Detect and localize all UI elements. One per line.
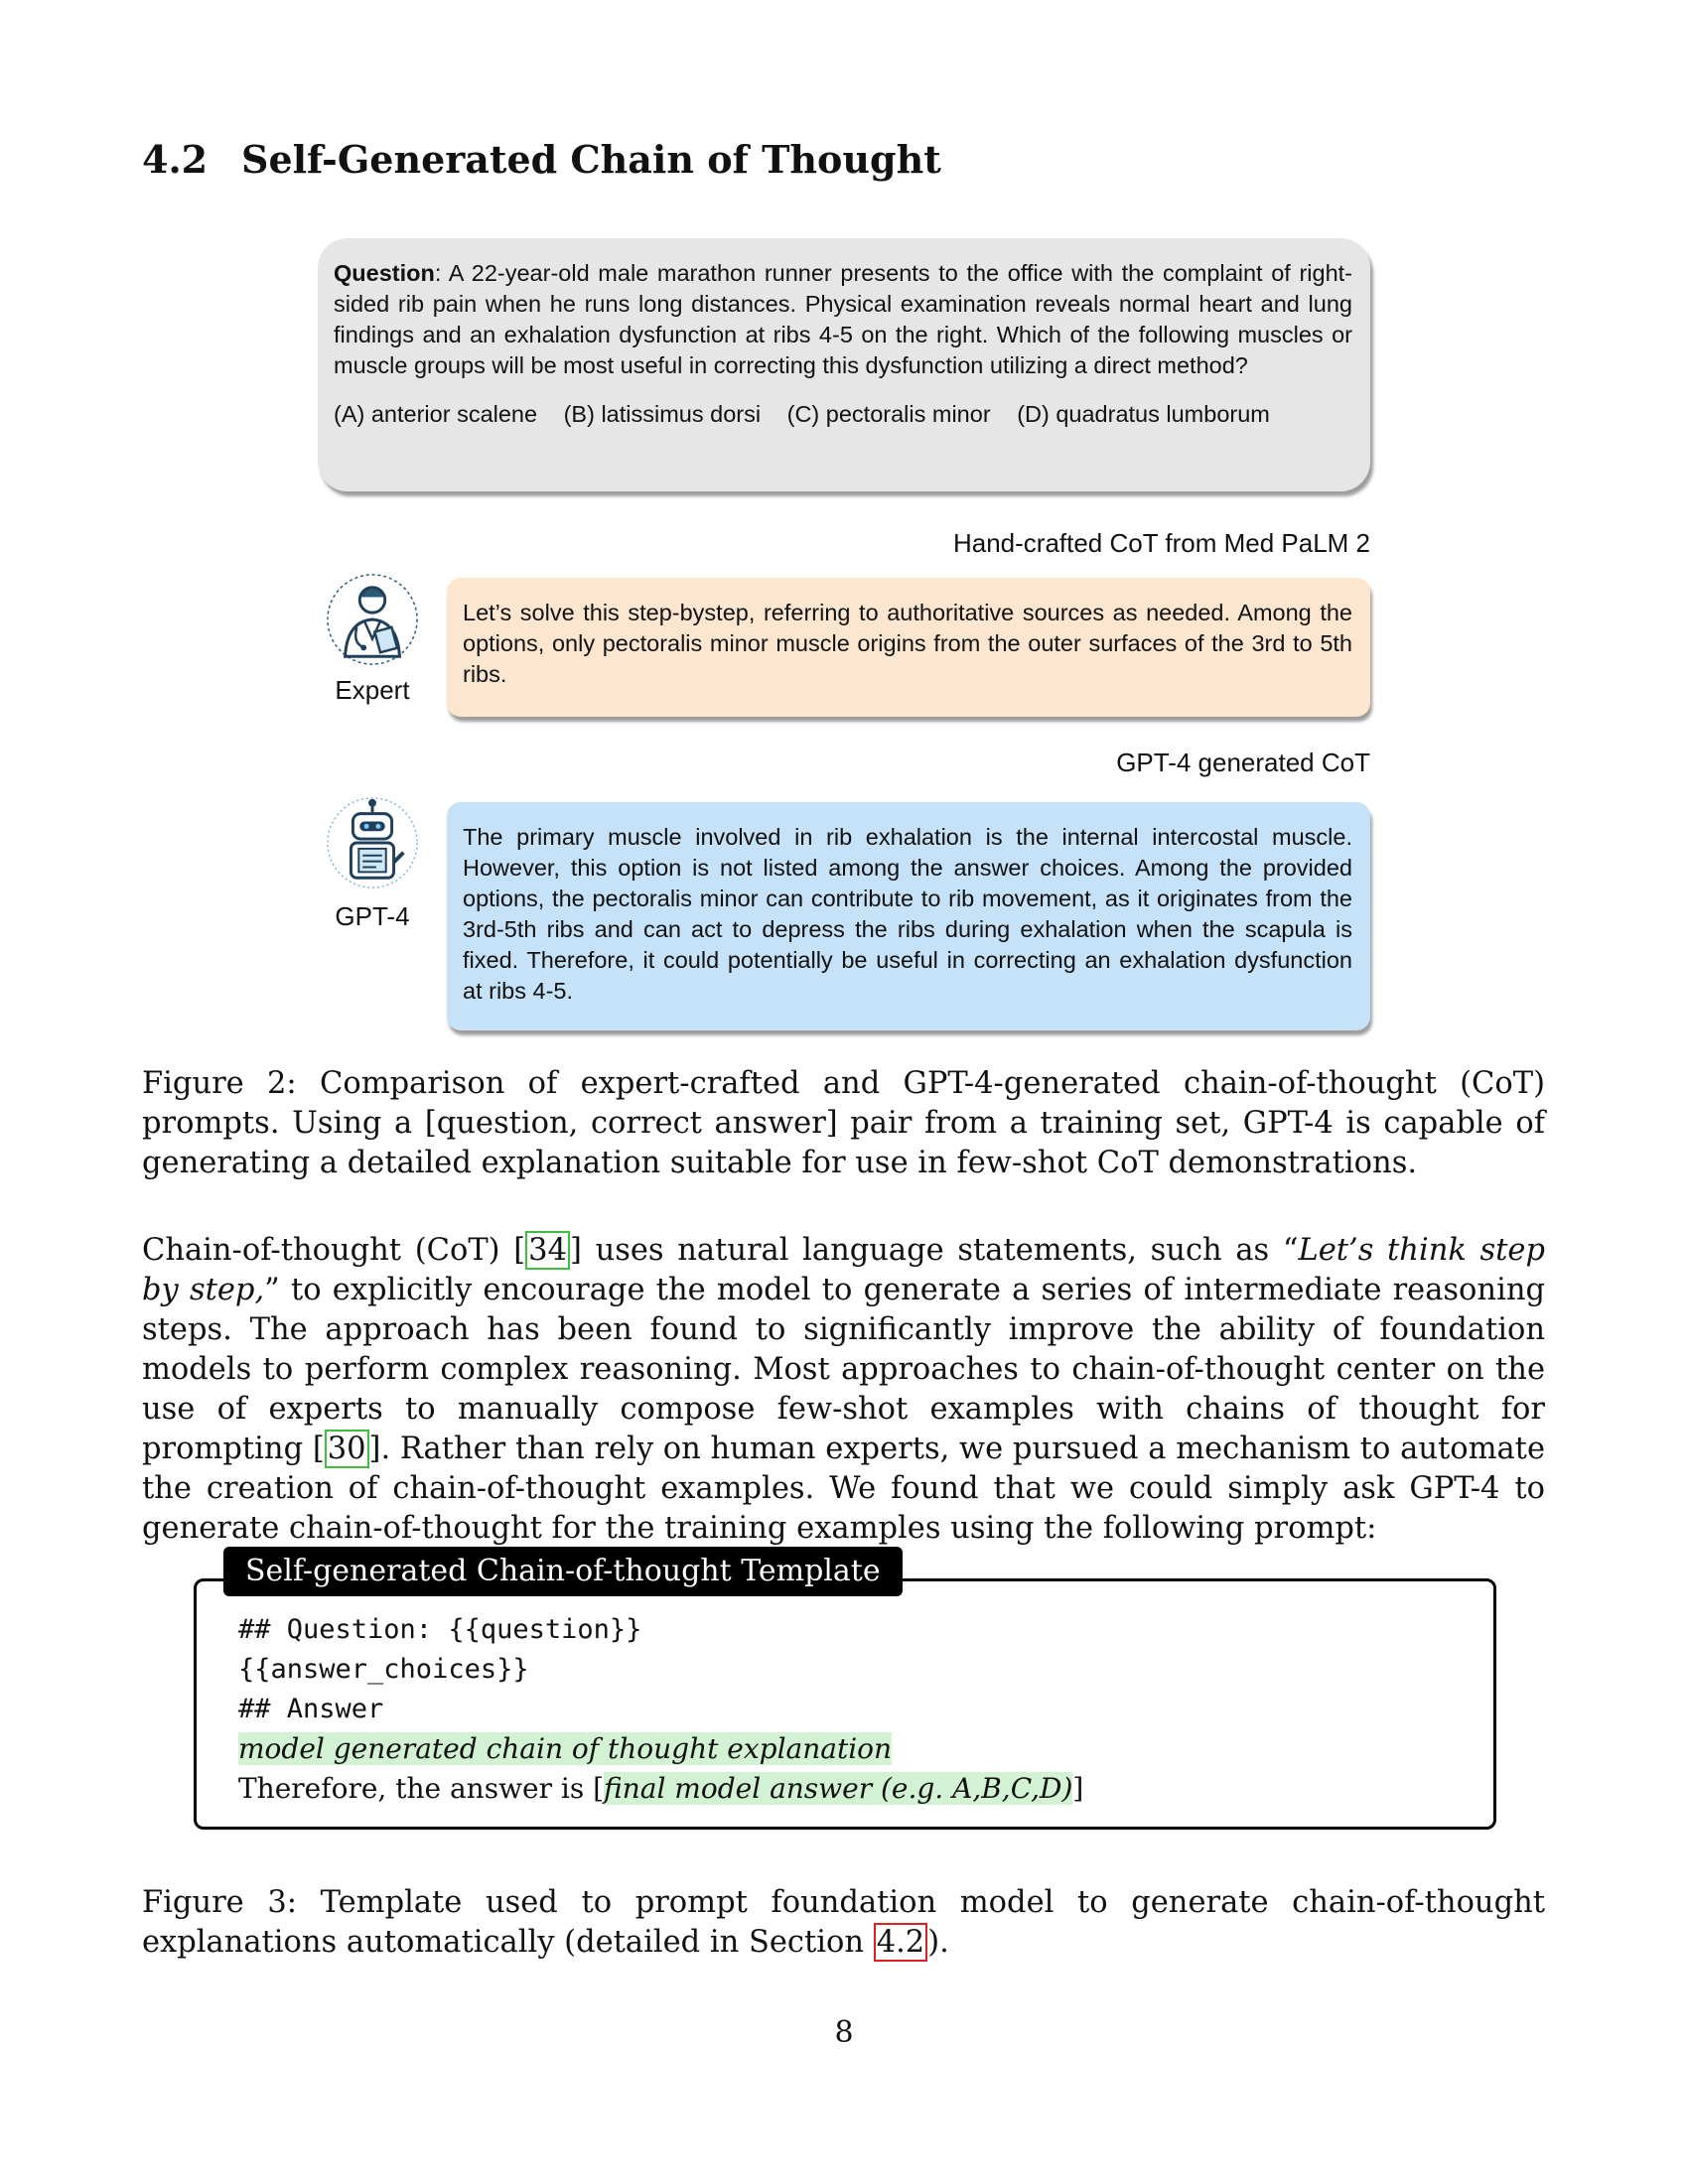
template-title: Self-generated Chain-of-thought Template [223, 1547, 903, 1596]
citation-30[interactable]: 30 [325, 1430, 369, 1468]
citation-34[interactable]: 34 [525, 1231, 570, 1270]
figure-3-caption [142, 1883, 1545, 1963]
template-line-choices: {{answer_choices}} [238, 1654, 529, 1685]
page-number: 8 [834, 2015, 854, 2050]
section-title: Self-Generated Chain of Thought [241, 137, 941, 182]
template-line-final [238, 1769, 1083, 1809]
template-final-prefix: Therefore, the answer is [ [238, 1772, 605, 1805]
option-c: (C) pectoralis minor [786, 401, 991, 427]
template-line-explanation: model generated chain of thought explanation [238, 1732, 893, 1765]
answer-options [334, 399, 1352, 430]
robot-icon [324, 794, 421, 891]
body-text-3: ” to explicitly encourage the model to generate a series of intermediate reasoning steps. The approach has been found to significantly improve the ability of foundation models to perform complex reasoning. Most approaches to chain-of-thought center on the use of experts to manually compose few-shot examples with chains of thought for prompting [142, 1273, 1545, 1466]
question-label: Question [334, 260, 435, 286]
expert-cot-caption: Hand-crafted CoT from Med PaLM 2 [952, 528, 1370, 558]
option-a: (A) anterior scalene [334, 401, 538, 427]
template-final-answer: final model answer (e.g. A,B,C,D) [604, 1772, 1073, 1805]
body-italic: Let’s think step by step, [142, 1233, 1545, 1307]
body-text-1: Chain-of-thought (CoT) [142, 1233, 514, 1268]
section-reference[interactable]: 4.2 [874, 1923, 928, 1962]
gpt-cot-text: The primary muscle involved in rib exhalation is the internal intercostal muscle. However, this option is not listed among the answer choices. Among the provided options, the pectoralis minor can contribute to rib movement, as it originates from the 3rd-5th ribs and can act to depress the ribs during exhalation when the scapula is fixed. Therefore, it could potentially be useful in correcting an exhalation dysfunction at ribs 4-5. [463, 824, 1352, 1004]
gpt-cot-caption: GPT-4 generated CoT [1116, 748, 1370, 777]
body-text-2: uses natural language statements, such as “ [581, 1233, 1299, 1268]
template-body [238, 1610, 1083, 1809]
template-final-suffix: ] [1072, 1772, 1084, 1805]
figure-2-caption: Figure 2: Comparison of expert-crafted and GPT-4-generated chain-of-thought (CoT) prompts. Using a [question, correct answer] pair from a training set, GPT-4 is capable of generating a detailed explanation suitable for use in few-shot CoT demonstrations. [142, 1066, 1545, 1180]
template-line-question: ## Question: {{question}} [238, 1614, 642, 1645]
gpt-cot-box [447, 802, 1370, 1030]
figure-3-caption-end: ). [927, 1925, 949, 1960]
expert-cot-text: Let’s solve this step-bystep, referring to authoritative sources as needed. Among the options, only pectoralis minor muscle origins from the outer surfaces of the 3rd to 5th ribs. [463, 600, 1352, 687]
body-paragraph: Chain-of-thought (CoT) [34] uses natural language statements, such as “Let’s think step by step,” to explicitly encourage the model to generate a series of intermediate reasoning steps. The approach has been found to significantly improve the ability of foundation models to perform complex reasoning. Most approaches to chain-of-thought center on the use of experts to manually compose few-shot examples with chains of thought for prompting [30]. Rather than rely on human experts, we pursued a mechanism to automate the creation of chain-of-thought examples. We found that we could simply ask GPT-4 to generate chain-of-thought for the training examples using the following prompt: [142, 1233, 1545, 1546]
doctor-icon [324, 571, 421, 668]
gpt-label: GPT-4 [335, 901, 410, 931]
figure-2 [318, 238, 1370, 1032]
option-d: (D) quadratus lumborum [1017, 401, 1270, 427]
question-box [318, 238, 1370, 491]
expert-cot-box [447, 578, 1370, 717]
body-text-4: . Rather than rely on human experts, we pursued a mechanism to automate the creation of chain-of-thought examples. We found that we could simply ask GPT-4 to generate chain-of-thought for the training examples using the following prompt: [142, 1432, 1545, 1546]
option-b: (B) latissimus dorsi [563, 401, 762, 427]
template-line-answer: ## Answer [238, 1694, 384, 1724]
section-heading [142, 137, 941, 182]
expert-label: Expert [335, 675, 410, 705]
figure-3-caption-text: Figure 3: Template used to prompt foundation model to generate chain-of-thought explanations automatically (detailed in Section [142, 1885, 1545, 1960]
question-text: : A 22-year-old male marathon runner presents to the office with the complaint of right-sided rib pain when he runs long distances. Physical examination reveals normal heart and lung findings and an exhalation dysfunction at ribs 4-5 on the right. Which of the following muscles or muscle groups will be most useful in correcting this dysfunction utilizing a direct method? [334, 260, 1352, 378]
section-number: 4.2 [142, 137, 209, 182]
